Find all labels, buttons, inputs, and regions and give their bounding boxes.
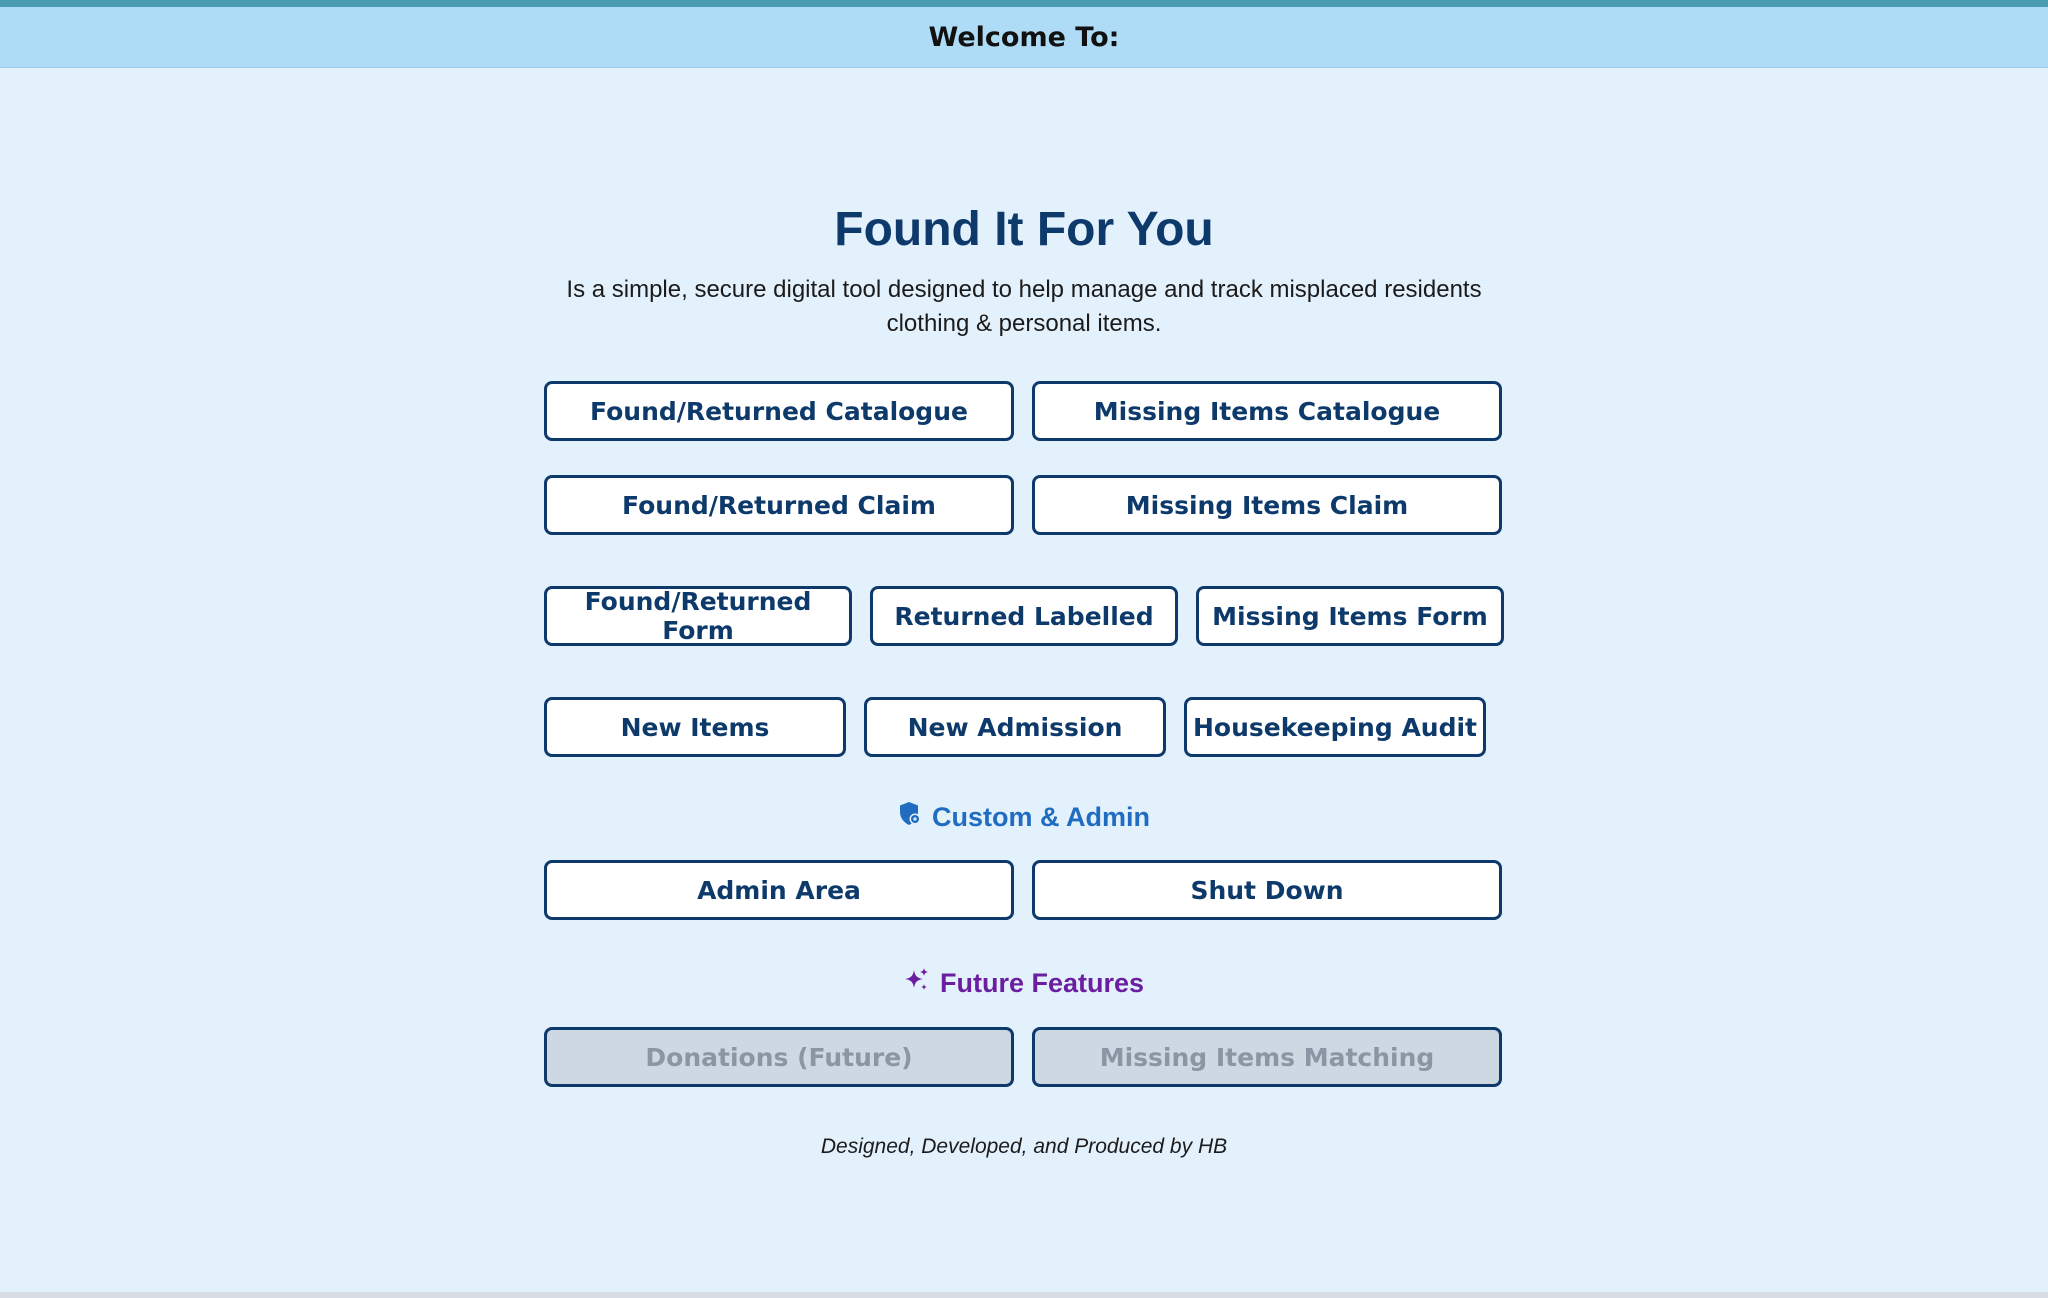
admin-row	[544, 860, 1502, 920]
app-title: Found It For You	[834, 203, 1214, 256]
new-items-button[interactable]: New Items	[544, 697, 846, 757]
shield-icon	[898, 801, 922, 834]
bottom-border	[0, 1292, 2048, 1298]
found-returned-catalogue-button[interactable]: Found/Returned Catalogue	[544, 381, 1014, 441]
housekeeping-audit-button[interactable]: Housekeeping Audit	[1184, 697, 1486, 757]
items-row	[544, 697, 1486, 757]
admin-section-heading	[544, 797, 1504, 837]
returned-labelled-button[interactable]: Returned Labelled	[870, 586, 1178, 646]
app-description: Is a simple, secure digital tool designed to help manage and track misplaced residents clothing & personal items.	[566, 276, 1482, 337]
future-row	[544, 1027, 1502, 1087]
future-section-label: Future Features	[939, 967, 1145, 998]
window-top-strip	[0, 0, 2048, 7]
header-title: Welcome To:	[928, 21, 1120, 53]
new-admission-button[interactable]: New Admission	[864, 697, 1166, 757]
header-bar	[0, 7, 2048, 68]
found-returned-form-button[interactable]: Found/Returned Form	[544, 586, 852, 646]
claim-row	[544, 475, 1502, 535]
found-returned-claim-button[interactable]: Found/Returned Claim	[544, 475, 1014, 535]
main-panel	[544, 195, 1504, 1158]
form-row	[544, 586, 1504, 646]
catalogue-row	[544, 381, 1502, 441]
missing-items-matching-button[interactable]: Missing Items Matching	[1032, 1027, 1502, 1087]
future-section-heading	[544, 963, 1504, 1003]
admin-area-button[interactable]: Admin Area	[544, 860, 1014, 920]
shut-down-button[interactable]: Shut Down	[1032, 860, 1502, 920]
sparkle-icon	[904, 967, 930, 1000]
admin-section-label: Custom & Admin	[932, 801, 1150, 832]
donations-future-button[interactable]: Donations (Future)	[544, 1027, 1014, 1087]
missing-items-claim-button[interactable]: Missing Items Claim	[1032, 475, 1502, 535]
missing-items-form-button[interactable]: Missing Items Form	[1196, 586, 1504, 646]
missing-items-catalogue-button[interactable]: Missing Items Catalogue	[1032, 381, 1502, 441]
footer-credit: Designed, Developed, and Produced by HB	[820, 1135, 1228, 1158]
